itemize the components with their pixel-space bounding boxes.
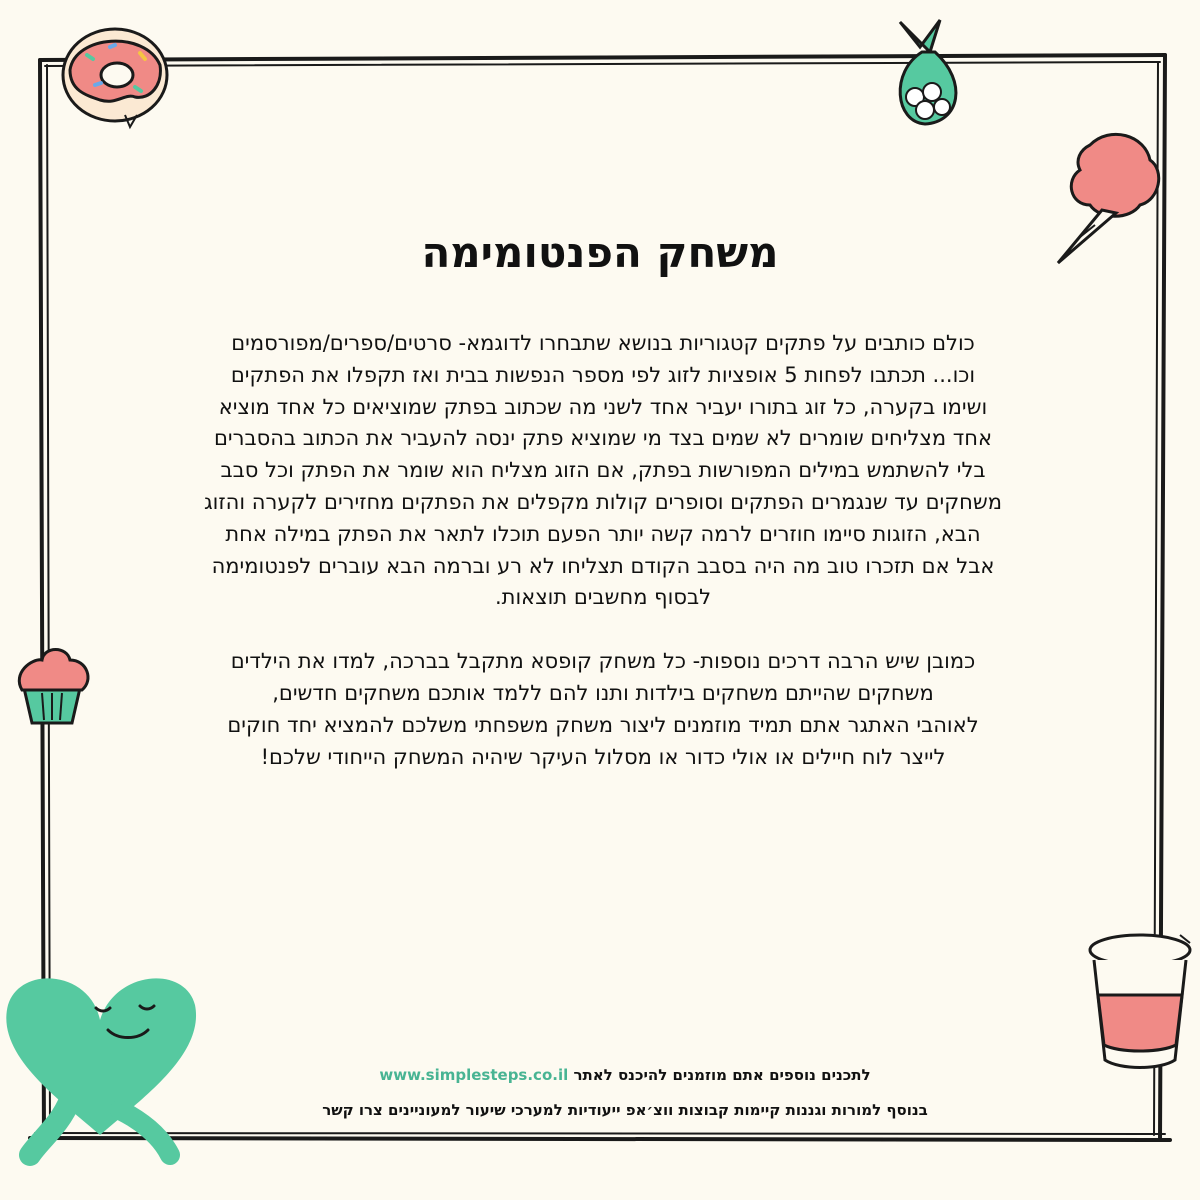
coffee-cup-icon [1080, 925, 1200, 1075]
paragraph-line: לאוהבי האתגר אתם תמיד מוזמנים ליצור משחק משפחתי משלכם להמציא יחד חוקים [227, 712, 979, 737]
paragraph-line: בלי להשתמש במילים המפורשות בפתק, אם הזוג מצליח הוא שומר את הפתק וכל סבב [220, 458, 986, 483]
paragraph-line: אחד מצליחים שומרים לא שמים בצד מי שמוציא פתק ינסה להעביר את הכתוב בהסברים [213, 426, 993, 451]
cupcake-icon [12, 638, 92, 728]
paragraph-line: משחקים שהייתם משחקים בילדות ותנו להם ללמד אותכם משחקים חדשים, [272, 680, 934, 705]
page-title: משחק הפנטומימה [421, 228, 779, 277]
candy-bag-icon [880, 12, 975, 132]
paragraph-line: לייצר לוח חיילים או אולי כדור או מסלול העיקר שיהיה המשחק הייחודי שלכם! [260, 744, 946, 769]
ideas-paragraph [108, 646, 1098, 773]
footer-website-text: לתכנים נוספים אתם מוזמנים להיכנס לאתר [573, 1066, 871, 1084]
footer-contact-line: בנוסף למורות וגננות קיימות קבוצות ווצ׳אפ ייעודיות למערכי שיעור למעוניינים צרו קשר [322, 1101, 928, 1119]
paragraph-line: ושימו בקערה, כל זוג בתורו יעביר אחד לשני מה שכתוב בפתק שמוציאים כל אחד מוציא [218, 394, 988, 419]
paragraph-line: אבל אם תזכרו טוב מה היה בסבב הקודם תצליחו לא רע וברמה הבא עוברים לפנטומימה [211, 553, 995, 578]
paragraph-line: כמובן שיש הרבה דרכים נוספות- כל משחק קופסא מתקבל בברכה, למדו את הילדים [230, 649, 976, 674]
paragraph-line: משחקים עד שנגמרים הפתקים וסופרים קולות מקפלים את הפתקים מחזירים לקערה והזוג [204, 489, 1002, 514]
footer-website-line [200, 1066, 1050, 1084]
green-heart-monster-icon [0, 960, 215, 1170]
paragraph-line: וכו... תכתבו לפחות 5 אופציות לזוג לפי מספר הנפשות בבית ואז תקפלו את הפתקים [230, 362, 976, 387]
main-content [108, 328, 1098, 773]
paragraph-line: הבא, הזוגות סיימו חוזרים לרמה קשה יותר הפעם תוכלו לתאר את הפתק במילה אחת [225, 521, 981, 546]
paragraph-line: לבסוף מחשבים תוצאות. [494, 585, 712, 610]
instructions-paragraph [108, 328, 1098, 614]
website-link[interactable]: www.simplesteps.co.il [379, 1066, 569, 1084]
paragraph-line: כולם כותבים על פתקים קטגוריות בנושא שתבחרו לדוגמא- סרטים/ספרים/מפורסמים [231, 331, 975, 355]
donut-icon [55, 15, 175, 130]
